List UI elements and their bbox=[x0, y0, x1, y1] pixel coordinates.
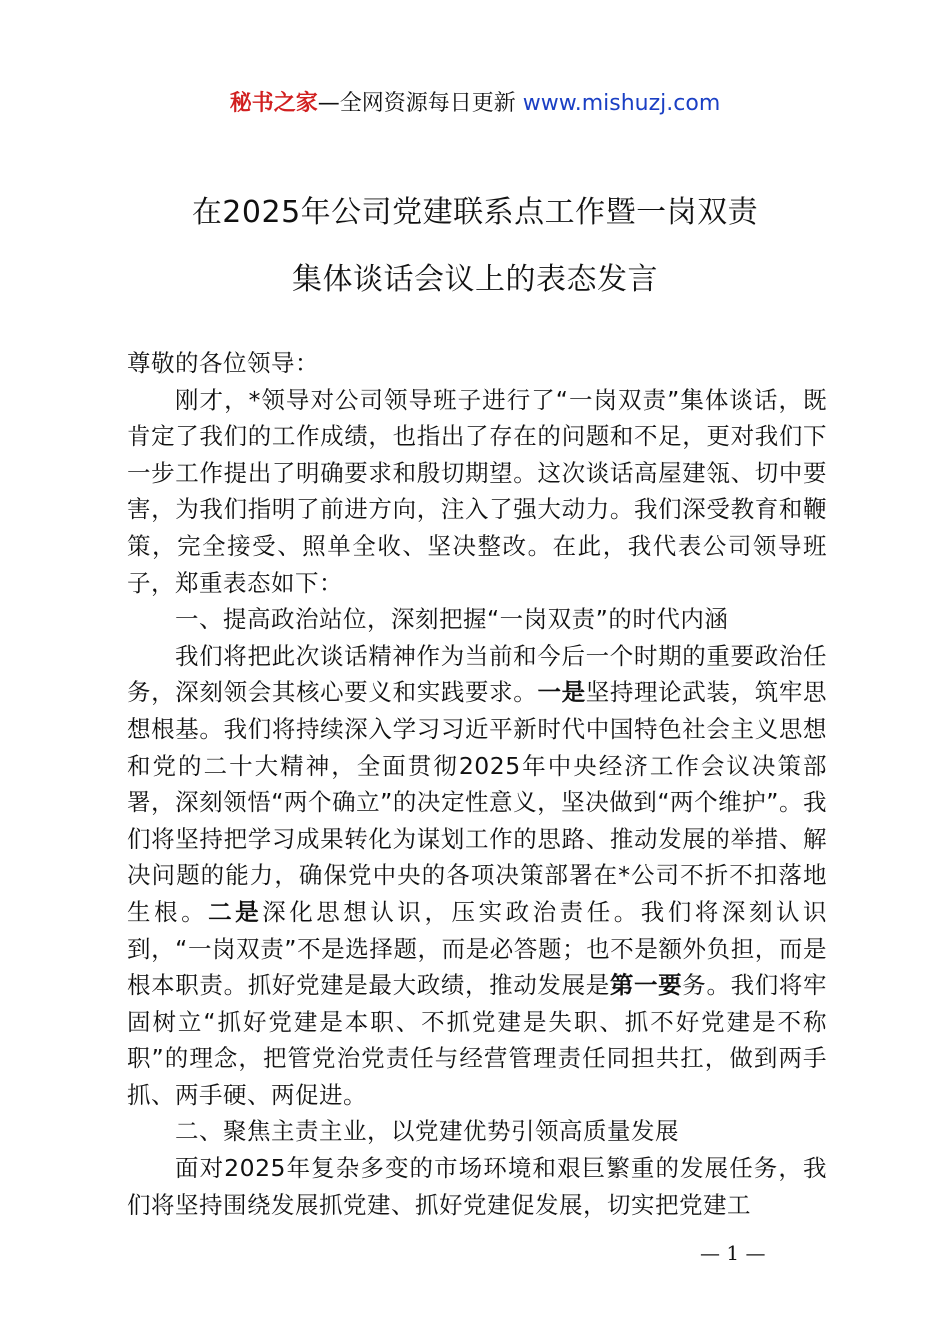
site-header bbox=[0, 88, 950, 120]
paragraph-section-2: 面对2025年复杂多变的市场环境和艰巨繁重的发展任务，我们将坚持围绕发展抓党建、抓好党建促发展，切实把党建工 bbox=[127, 1154, 827, 1219]
site-tagline: —全网资源每日更新 bbox=[317, 91, 523, 116]
paragraph-text: 务。我们将牢固树立“抓好党建是本职、不抓党建是失职、抓不好党建是不称职”的理念，把管党治党责任与经营管理责任同担共扛，做到两手抓、两手硬、两促进。 bbox=[127, 971, 828, 1109]
page-number: — 1 — bbox=[700, 1241, 766, 1265]
site-url-link[interactable]: www.mishuzj.com bbox=[522, 91, 721, 116]
document-body bbox=[127, 345, 827, 1223]
salutation: 尊敬的各位领导： bbox=[127, 349, 319, 377]
paragraph-intro: 刚才，*领导对公司领导班子进行了“一岗双责”集体谈话，既肯定了我们的工作成绩，也指出了存在的问题和不足，更对我们下一步工作提出了明确要求和殷切期望。这次谈话高屋建瓴、切中要害，为我们指明了前进方向，注入了强大动力。我们深受教育和鞭策，完全接受、照单全收、坚决整改。在此，我代表公司领导班子，郑重表态如下： bbox=[127, 385, 827, 597]
paragraph-text: 坚持理论武装，筑牢思想根基。我们将持续深入学习习近平新时代中国特色社会主义思想和党的二十大精神，全面贯彻2025年中央经济工作会议决策部署，深刻领悟“两个确立”的决定性意义，坚决做到“两个维护”。我们将坚持把学习成果转化为谋划工作的思路、推动发展的举措、解决问题的能力，确保党中央的各项决策部署在*公司不折不扣落地生根。 bbox=[127, 678, 828, 926]
bold-marker-3: 第一要 bbox=[609, 971, 683, 1000]
paragraph-text: 深化思想认识，压实政治责任。我们将深刻认识到，“一岗双责”不是选择题，而是必答题；也不是额外负担，而是根本职责。抓好党建是最大政绩，推动发展是 bbox=[127, 897, 828, 1000]
section-heading-2: 二、聚焦主责主业，以党建优势引领高质量发展 bbox=[175, 1117, 679, 1146]
site-brand: 秘书之家 bbox=[229, 91, 318, 116]
document-title-line-2: 集体谈话会议上的表态发言 bbox=[292, 262, 658, 297]
bold-marker-1: 一是 bbox=[537, 678, 586, 707]
document-title-line-1: 在2025年公司党建联系点工作暨一岗双责 bbox=[191, 195, 759, 230]
bold-marker-2: 二是 bbox=[208, 897, 263, 926]
paragraph-text: 我们将把此次谈话精神作为当前和今后一个时期的重要政治任务，深刻领会其核心要义和实践要求。 bbox=[127, 641, 827, 707]
section-heading-1: 一、提高政治站位，深刻把握“一岗双责”的时代内涵 bbox=[175, 605, 729, 634]
paragraph-section-1 bbox=[127, 638, 827, 1114]
